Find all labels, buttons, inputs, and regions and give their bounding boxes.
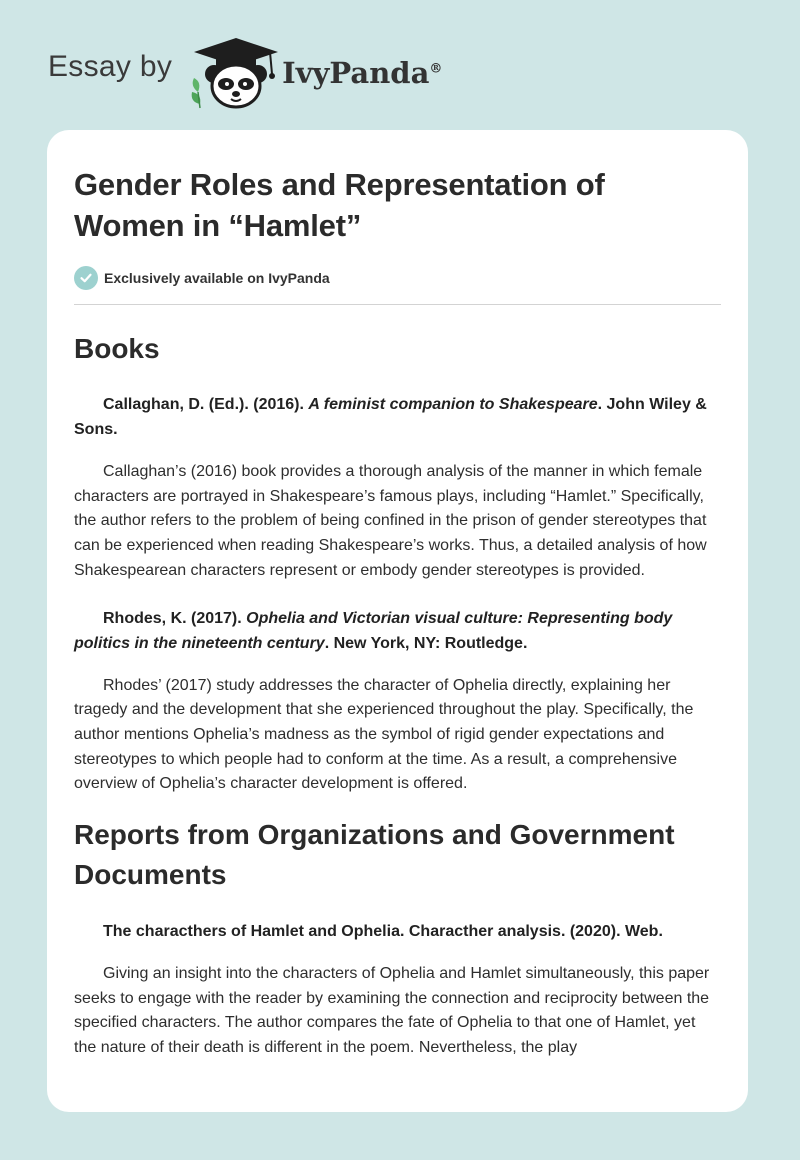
reference-entry: The characthers of Hamlet and Ophelia. Characther analysis. (2020). Web. <box>103 923 663 941</box>
brand-header <box>48 34 442 110</box>
reference-summary: Giving an insight into the characters of Ophelia and Hamlet simultaneously, this paper seeks to engage with the reader by examining the connection and reciprocity between the specified characters. The author compares the fate of Ophelia to that one of Hamlet, yet the nature of their death is different in the poem. Nevertheless, the play <box>74 965 710 1057</box>
reference-entry: Rhodes, K. (2017). Ophelia and Victorian visual culture: Representing body politics in the nineteenth century. New York, NY: Routledge. <box>74 609 673 652</box>
exclusive-label: Exclusively available on IvyPanda <box>104 270 330 286</box>
brand-prefix: Essay by <box>48 50 173 83</box>
panda-logo-icon <box>186 34 286 110</box>
section-heading-books: Books <box>74 333 160 364</box>
reference-summary: Callaghan’s (2016) book provides a thorough analysis of the manner in which female characters are portrayed in Shakespeare’s famous plays, including “Hamlet.” Specifically, the author refers to the problem of being confined in the prison of gender stereotypes that can be experienced when reading Shakespeare’s works. Thus, a detailed analysis of how Shakespearean characters represent or embody gender stereotypes is provided. <box>74 463 707 579</box>
exclusive-badge <box>74 266 721 305</box>
reference-entry: Callaghan, D. (Ed.). (2016). A feminist companion to Shakespeare. John Wiley & Sons. <box>74 396 707 438</box>
reference-summary: Rhodes’ (2017) study addresses the character of Ophelia directly, explaining her tragedy and the development that she experienced throughout the play. Specifically, the author mentions Ophelia’s madness as the symbol of rigid gender expectations and stereotypes to which people had to conform at the time. As a result, a comprehensive overview of Ophelia’s character development is offered. <box>74 676 694 793</box>
section-heading-reports: Reports from Organizations and Government Documents <box>74 819 675 891</box>
checkmark-icon <box>74 266 98 290</box>
essay-card <box>47 130 748 1112</box>
page-title: Gender Roles and Representation of Women in “Hamlet” <box>74 167 605 243</box>
brand-name: IvyPanda® <box>282 56 443 90</box>
